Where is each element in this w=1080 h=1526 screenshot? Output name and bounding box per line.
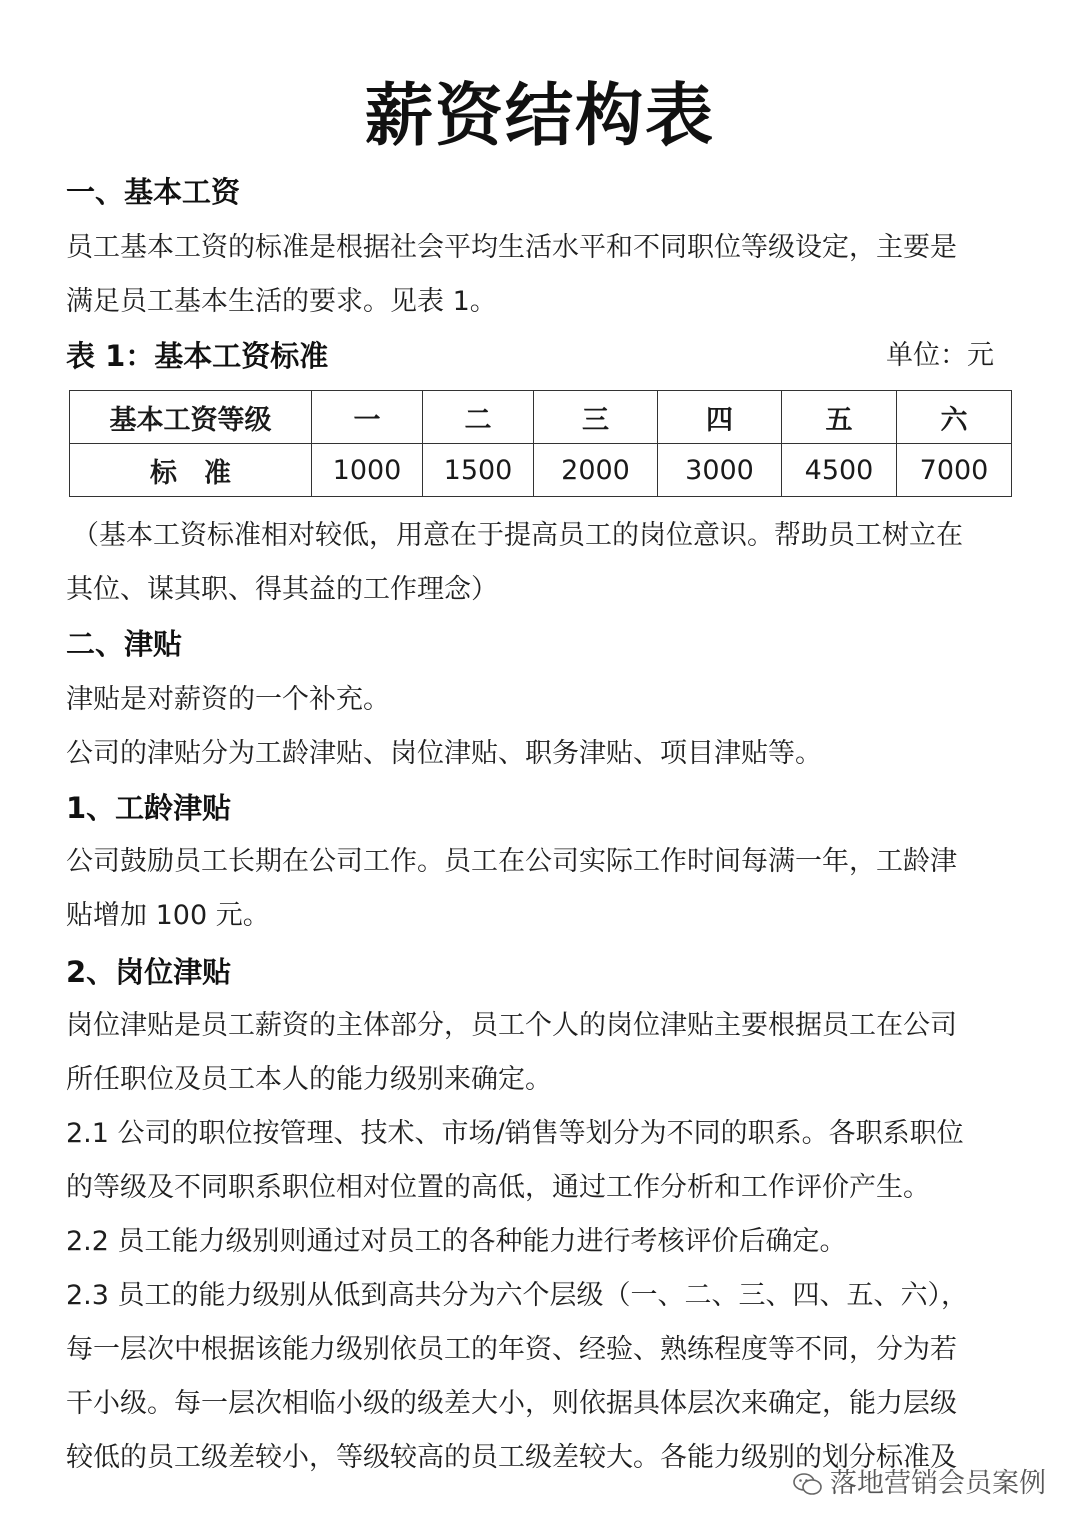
paragraph-line: 干小级。每一层次相临小级的级差大小，则依据具体层次来确定，能力层级 [66,1388,957,1419]
note-line: （基本工资标准相对较低，用意在于提高员工的岗位意识。帮助员工树立在 [72,520,963,551]
paragraph-line: 公司的津贴分为工龄津贴、岗位津贴、职务津贴、项目津贴等。 [66,738,822,769]
watermark-text: 落地营销会员案例 [830,1468,1046,1499]
paragraph-line: 每一层次中根据该能力级别依员工的年资、经验、熟练程度等不同，分为若 [66,1334,957,1365]
section-heading-basic-salary: 一、基本工资 [66,175,241,209]
paragraph-line: 较低的员工级差较小，等级较高的员工级差较大。各能力级别的划分标准及 [66,1442,957,1473]
table-cell: 1000 [312,444,423,497]
paragraph-line: 贴增加 100 元。 [66,900,270,931]
note-line: 其位、谋其职、得其益的工作理念） [66,574,498,605]
subsection-heading-position-allowance: 2、岗位津贴 [66,955,232,989]
table-unit: 单位：元 [886,340,994,371]
table-row-label: 标 准 [70,444,312,497]
paragraph-line: 岗位津贴是员工薪资的主体部分，员工个人的岗位津贴主要根据员工在公司 [66,1010,957,1041]
table-row [70,444,1012,497]
paragraph-line: 的等级及不同职系职位相对位置的高低，通过工作分析和工作评价产生。 [66,1172,930,1203]
paragraph-line: 2.2 员工能力级别则通过对员工的各种能力进行考核评价后确定。 [66,1226,847,1257]
subsection-heading-seniority-allowance: 1、工龄津贴 [66,791,232,825]
table-cell: 2000 [534,444,658,497]
page-title: 薪资结构表 [364,77,715,156]
table-header-cell: 基本工资等级 [70,391,312,444]
salary-table [69,390,1012,497]
paragraph-line: 2.1 公司的职位按管理、技术、市场/销售等划分为不同的职系。各职系职位 [66,1118,964,1149]
table-header-cell: 三 [534,391,658,444]
table-header-cell: 四 [658,391,782,444]
paragraph-line: 员工基本工资的标准是根据社会平均生活水平和不同职位等级设定，主要是 [66,232,957,263]
paragraph-line: 公司鼓励员工长期在公司工作。员工在公司实际工作时间每满一年，工龄津 [66,846,957,877]
paragraph-line: 所任职位及员工本人的能力级别来确定。 [66,1064,552,1095]
paragraph-line: 满足员工基本生活的要求。见表 1。 [66,286,497,317]
paragraph-line: 2.3 员工的能力级别从低到高共分为六个层级（一、二、三、四、五、六）， [66,1280,969,1311]
table-header-cell: 六 [897,391,1012,444]
section-heading-allowance: 二、津贴 [66,627,183,661]
table-cell: 7000 [897,444,1012,497]
table-header-cell: 五 [782,391,897,444]
table-caption: 表 1：基本工资标准 [66,339,329,373]
wechat-icon [793,1472,823,1496]
paragraph-line: 津贴是对薪资的一个补充。 [66,684,390,715]
table-header-row [70,391,1012,444]
table-cell: 1500 [423,444,534,497]
table-header-cell: 一 [312,391,423,444]
table-header-cell: 二 [423,391,534,444]
table-cell: 4500 [782,444,897,497]
table-cell: 3000 [658,444,782,497]
